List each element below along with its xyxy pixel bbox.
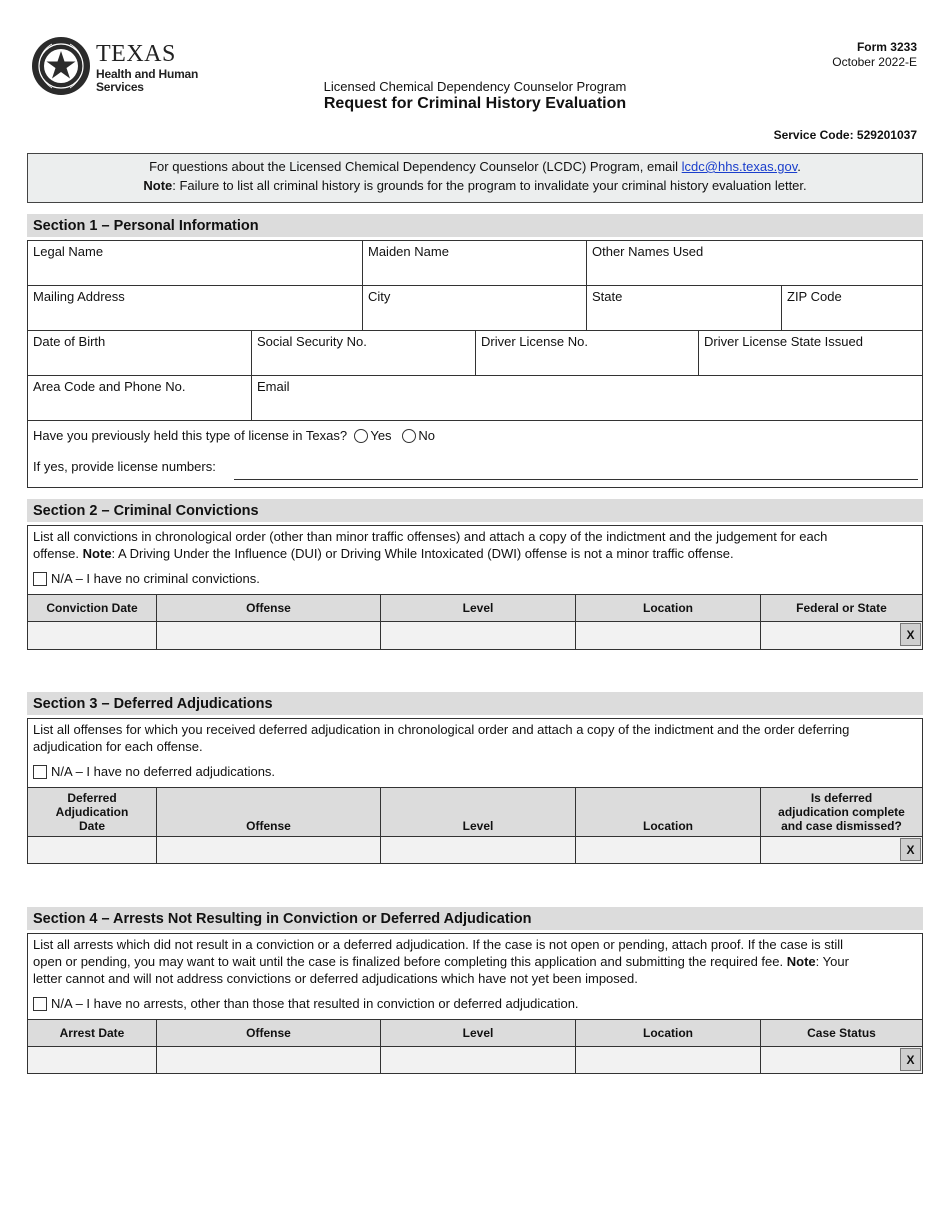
maiden-name-label: Maiden Name: [368, 244, 449, 259]
s3-col-dismissed-line2: adjudication complete: [778, 805, 905, 819]
section4-instr-line1: List all arrests which did not result in a conviction or a deferred adjudication. If the case is not open or pending, attach proof. If the case is still: [33, 937, 844, 952]
s3-location-input[interactable]: [575, 836, 761, 864]
legal-name-label: Legal Name: [33, 244, 104, 259]
s2-col-offense: Offense: [156, 594, 381, 622]
s3-col-level: Level: [380, 787, 576, 837]
license-numbers-input[interactable]: [234, 463, 918, 480]
notice-line1-text: For questions about the Licensed Chemical Dependency Counselor (LCDC) Program, email: [149, 159, 679, 174]
s3-col-offense: Offense: [156, 787, 381, 837]
s3-col-dismissed: [760, 787, 923, 837]
section4-instr-line2-suffix: : Your: [815, 954, 849, 969]
section4-na-checkbox[interactable]: [33, 997, 47, 1011]
section2-heading: Section 2 – Criminal Convictions: [27, 499, 923, 522]
section2-na-label: N/A – I have no criminal convictions.: [51, 571, 260, 586]
s3-col-deferred-date-line3: Date: [78, 819, 105, 833]
s3-deferred-date-input[interactable]: [27, 836, 157, 864]
city-label: City: [368, 289, 391, 304]
section3-instr-line2: adjudication for each offense.: [33, 739, 203, 754]
other-names-field[interactable]: [586, 240, 923, 286]
notice-line1: [28, 159, 922, 174]
prev-license-row: [33, 428, 435, 443]
section3-na-checkbox[interactable]: [33, 765, 47, 779]
mailing-address-field[interactable]: [27, 285, 363, 331]
logo-texas-text: TEXAS: [96, 41, 176, 67]
form-number: Form 3233: [856, 40, 917, 54]
program-name: Licensed Chemical Dependency Counselor Program: [323, 79, 627, 94]
s2-col-federal-or-state: Federal or State: [760, 594, 923, 622]
section4-note-label: Note: [786, 954, 816, 969]
s4-location-input[interactable]: [575, 1046, 761, 1074]
dl-number-field[interactable]: [475, 330, 699, 376]
dob-field[interactable]: [27, 330, 252, 376]
section2-instr-line1: List all convictions in chronological order (other than minor traffic offenses) and attach a copy of the indictment and the judgement for each: [33, 529, 828, 544]
dl-state-field[interactable]: [698, 330, 923, 376]
dl-state-label: Driver License State Issued: [704, 334, 863, 349]
city-field[interactable]: [362, 285, 587, 331]
s4-case-status-select[interactable]: [760, 1046, 923, 1074]
s4-remove-row-button[interactable]: X: [900, 1048, 921, 1071]
s2-conviction-date-input[interactable]: [27, 621, 157, 650]
service-code: Service Code: 529201037: [773, 128, 917, 142]
s2-federal-or-state-select[interactable]: [760, 621, 923, 650]
s2-col-conviction-date: Conviction Date: [27, 594, 157, 622]
page-title: Request for Criminal History Evaluation: [323, 95, 627, 112]
phone-field[interactable]: [27, 375, 252, 421]
yes-label: Yes: [370, 428, 392, 443]
mailing-address-label: Mailing Address: [33, 289, 125, 304]
notice-line2: [28, 178, 922, 193]
section3-heading: Section 3 – Deferred Adjudications: [27, 692, 923, 715]
section4-instr-line2-prefix: open or pending, you may want to wait until the case is finalized before completing this application and submitting the required fee.: [33, 954, 784, 969]
s3-col-location: Location: [575, 787, 761, 837]
other-names-label: Other Names Used: [592, 244, 704, 259]
yes-radio[interactable]: [354, 429, 368, 443]
s4-offense-input[interactable]: [156, 1046, 381, 1074]
s4-col-location: Location: [575, 1019, 761, 1047]
no-label: No: [418, 428, 436, 443]
email-link[interactable]: lcdc@hhs.texas.gov: [681, 159, 798, 174]
dl-number-label: Driver License No.: [481, 334, 588, 349]
license-numbers-label: If yes, provide license numbers:: [33, 459, 216, 474]
prev-license-question: Have you previously held this type of license in Texas?: [33, 428, 348, 443]
note-text: : Failure to list all criminal history is grounds for the program to invalidate your criminal history evaluation letter.: [172, 178, 807, 193]
ssn-field[interactable]: [251, 330, 476, 376]
s4-arrest-date-input[interactable]: [27, 1046, 157, 1074]
section4-instr-line2: [33, 954, 849, 969]
phone-label: Area Code and Phone No.: [33, 379, 186, 394]
s4-col-level: Level: [380, 1019, 576, 1047]
s2-location-input[interactable]: [575, 621, 761, 650]
form-date: October 2022-E: [832, 55, 917, 69]
logo-subtitle-line2: Services: [96, 80, 144, 94]
state-field[interactable]: [586, 285, 782, 331]
zip-label: ZIP Code: [787, 289, 842, 304]
notice-line1-period: .: [797, 159, 801, 174]
s4-col-arrest-date: Arrest Date: [27, 1019, 157, 1047]
section2-instr-line2-prefix: offense.: [33, 546, 80, 561]
state-label: State: [592, 289, 623, 304]
section4-instr-line3: letter cannot and will not address convictions or deferred adjudications which have not yet been imposed.: [33, 971, 638, 986]
section2-na-checkbox[interactable]: [33, 572, 47, 586]
notice-box: [27, 153, 923, 203]
zip-field[interactable]: [781, 285, 923, 331]
s2-col-level: Level: [380, 594, 576, 622]
s4-col-offense: Offense: [156, 1019, 381, 1047]
section4-heading: Section 4 – Arrests Not Resulting in Conviction or Deferred Adjudication: [27, 907, 923, 930]
email-label: Email: [257, 379, 290, 394]
s3-col-deferred-date-line2: Adjudication: [55, 805, 129, 819]
s2-remove-row-button[interactable]: X: [900, 623, 921, 646]
legal-name-field[interactable]: [27, 240, 363, 286]
s2-level-input[interactable]: [380, 621, 576, 650]
email-field[interactable]: [251, 375, 923, 421]
s3-remove-row-button[interactable]: X: [900, 838, 921, 861]
s3-offense-input[interactable]: [156, 836, 381, 864]
s2-col-location: Location: [575, 594, 761, 622]
s4-level-input[interactable]: [380, 1046, 576, 1074]
logo-subtitle-line1: Health and Human: [96, 67, 199, 81]
section3-na-label: N/A – I have no deferred adjudications.: [51, 764, 276, 779]
dob-label: Date of Birth: [33, 334, 106, 349]
maiden-name-field[interactable]: [362, 240, 587, 286]
s3-col-dismissed-line3: and case dismissed?: [781, 819, 902, 833]
s2-offense-input[interactable]: [156, 621, 381, 650]
s3-dismissed-select[interactable]: [760, 836, 923, 864]
section1-heading: Section 1 – Personal Information: [27, 214, 923, 237]
s3-col-deferred-date-line1: Deferred: [67, 791, 117, 805]
s4-col-case-status: Case Status: [760, 1019, 923, 1047]
s3-col-dismissed-line1: Is deferred: [810, 791, 873, 805]
ssn-label: Social Security No.: [257, 334, 367, 349]
no-radio[interactable]: [402, 429, 416, 443]
section2-instr-line2-suffix: : A Driving Under the Influence (DUI) or Driving While Intoxicated (DWI) offense is not a minor traffic offense.: [111, 546, 734, 561]
note-label: Note: [143, 178, 173, 193]
section3-instr-line1: List all offenses for which you received deferred adjudication in chronological order and attach a copy of the indictment and the order deferring: [33, 722, 850, 737]
section4-na-label: N/A – I have no arrests, other than those that resulted in conviction or deferred adjudication.: [51, 996, 579, 1011]
section2-note-label: Note: [82, 546, 112, 561]
s3-level-input[interactable]: [380, 836, 576, 864]
s3-col-deferred-date: [27, 787, 157, 837]
section2-instr-line2: [33, 546, 734, 561]
